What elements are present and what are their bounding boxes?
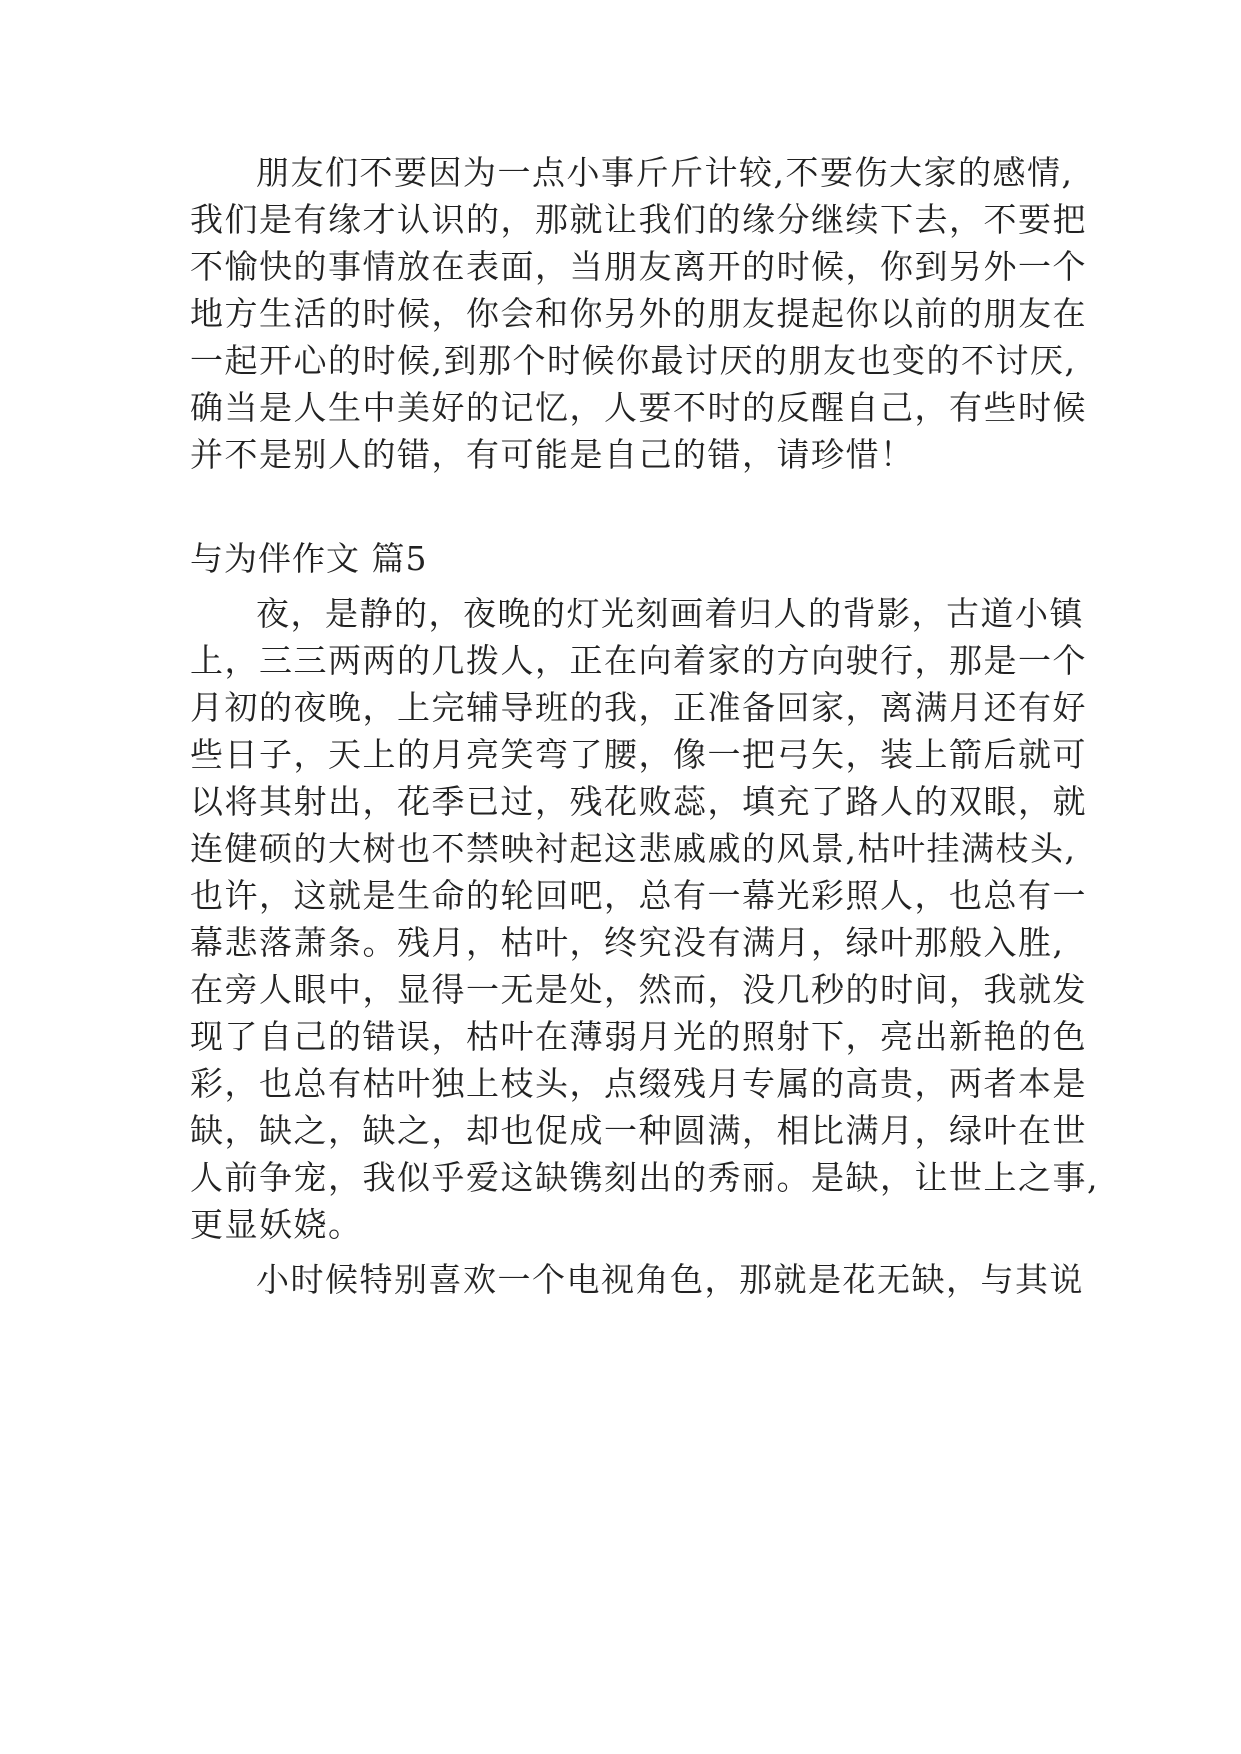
text-line: 上，三三两两的几拨人，正在向着家的方向驶行，那是一个 [190,641,1087,680]
text-line: 在旁人眼中，显得一无是处，然而，没几秒的时间，我就发 [190,970,1087,1009]
text-line: 并不是别人的错，有可能是自己的错，请珍惜！ [190,435,915,474]
text-line: 我们是有缘才认识的，那就让我们的缘分继续下去，不要把 [190,200,1087,239]
text-line: 也许，这就是生命的轮回吧，总有一幕光彩照人，也总有一 [190,876,1087,915]
text-line: 一起开心的时候,到那个时候你最讨厌的朋友也变的不讨厌, [190,341,1077,380]
text-line: 幕悲落萧条。残月，枯叶，终究没有满月，绿叶那般入胜, [190,923,1065,962]
text-line: 朋友们不要因为一点小事斤斤计较,不要伤大家的感情, [256,153,1074,192]
text-line: 连健硕的大树也不禁映衬起这悲戚戚的风景,枯叶挂满枝头, [190,829,1077,868]
text-line: 以将其射出，花季已过，残花败蕊，填充了路人的双眼，就 [190,782,1087,821]
text-line: 确当是人生中美好的记忆，人要不时的反醒自己，有些时候 [190,388,1087,427]
text-line: 夜，是静的，夜晚的灯光刻画着归人的背影，古道小镇 [256,594,1084,633]
text-line: 地方生活的时候，你会和你另外的朋友提起你以前的朋友在 [190,294,1087,333]
text-line: 现了自己的错误，枯叶在薄弱月光的照射下，亮出新艳的色 [190,1017,1087,1056]
text-line: 缺，缺之，缺之，却也促成一种圆满，相比满月，绿叶在世 [190,1111,1087,1150]
text-line: 些日子，天上的月亮笑弯了腰，像一把弓矢，装上箭后就可 [190,735,1087,774]
text-line: 小时候特别喜欢一个电视角色，那就是花无缺，与其说 [256,1260,1084,1299]
text-line: 彩，也总有枯叶独上枝头，点缀残月专属的高贵，两者本是 [190,1064,1087,1103]
text-line: 更显妖娆。 [190,1205,363,1244]
text-line: 人前争宠，我似乎爱这缺镌刻出的秀丽。是缺，让世上之事, [190,1158,1099,1197]
section-heading: 与为伴作文 篇5 [190,539,428,578]
text-line: 月初的夜晚，上完辅导班的我，正准备回家，离满月还有好 [190,688,1087,727]
text-line: 不愉快的事情放在表面，当朋友离开的时候，你到另外一个 [190,247,1087,286]
